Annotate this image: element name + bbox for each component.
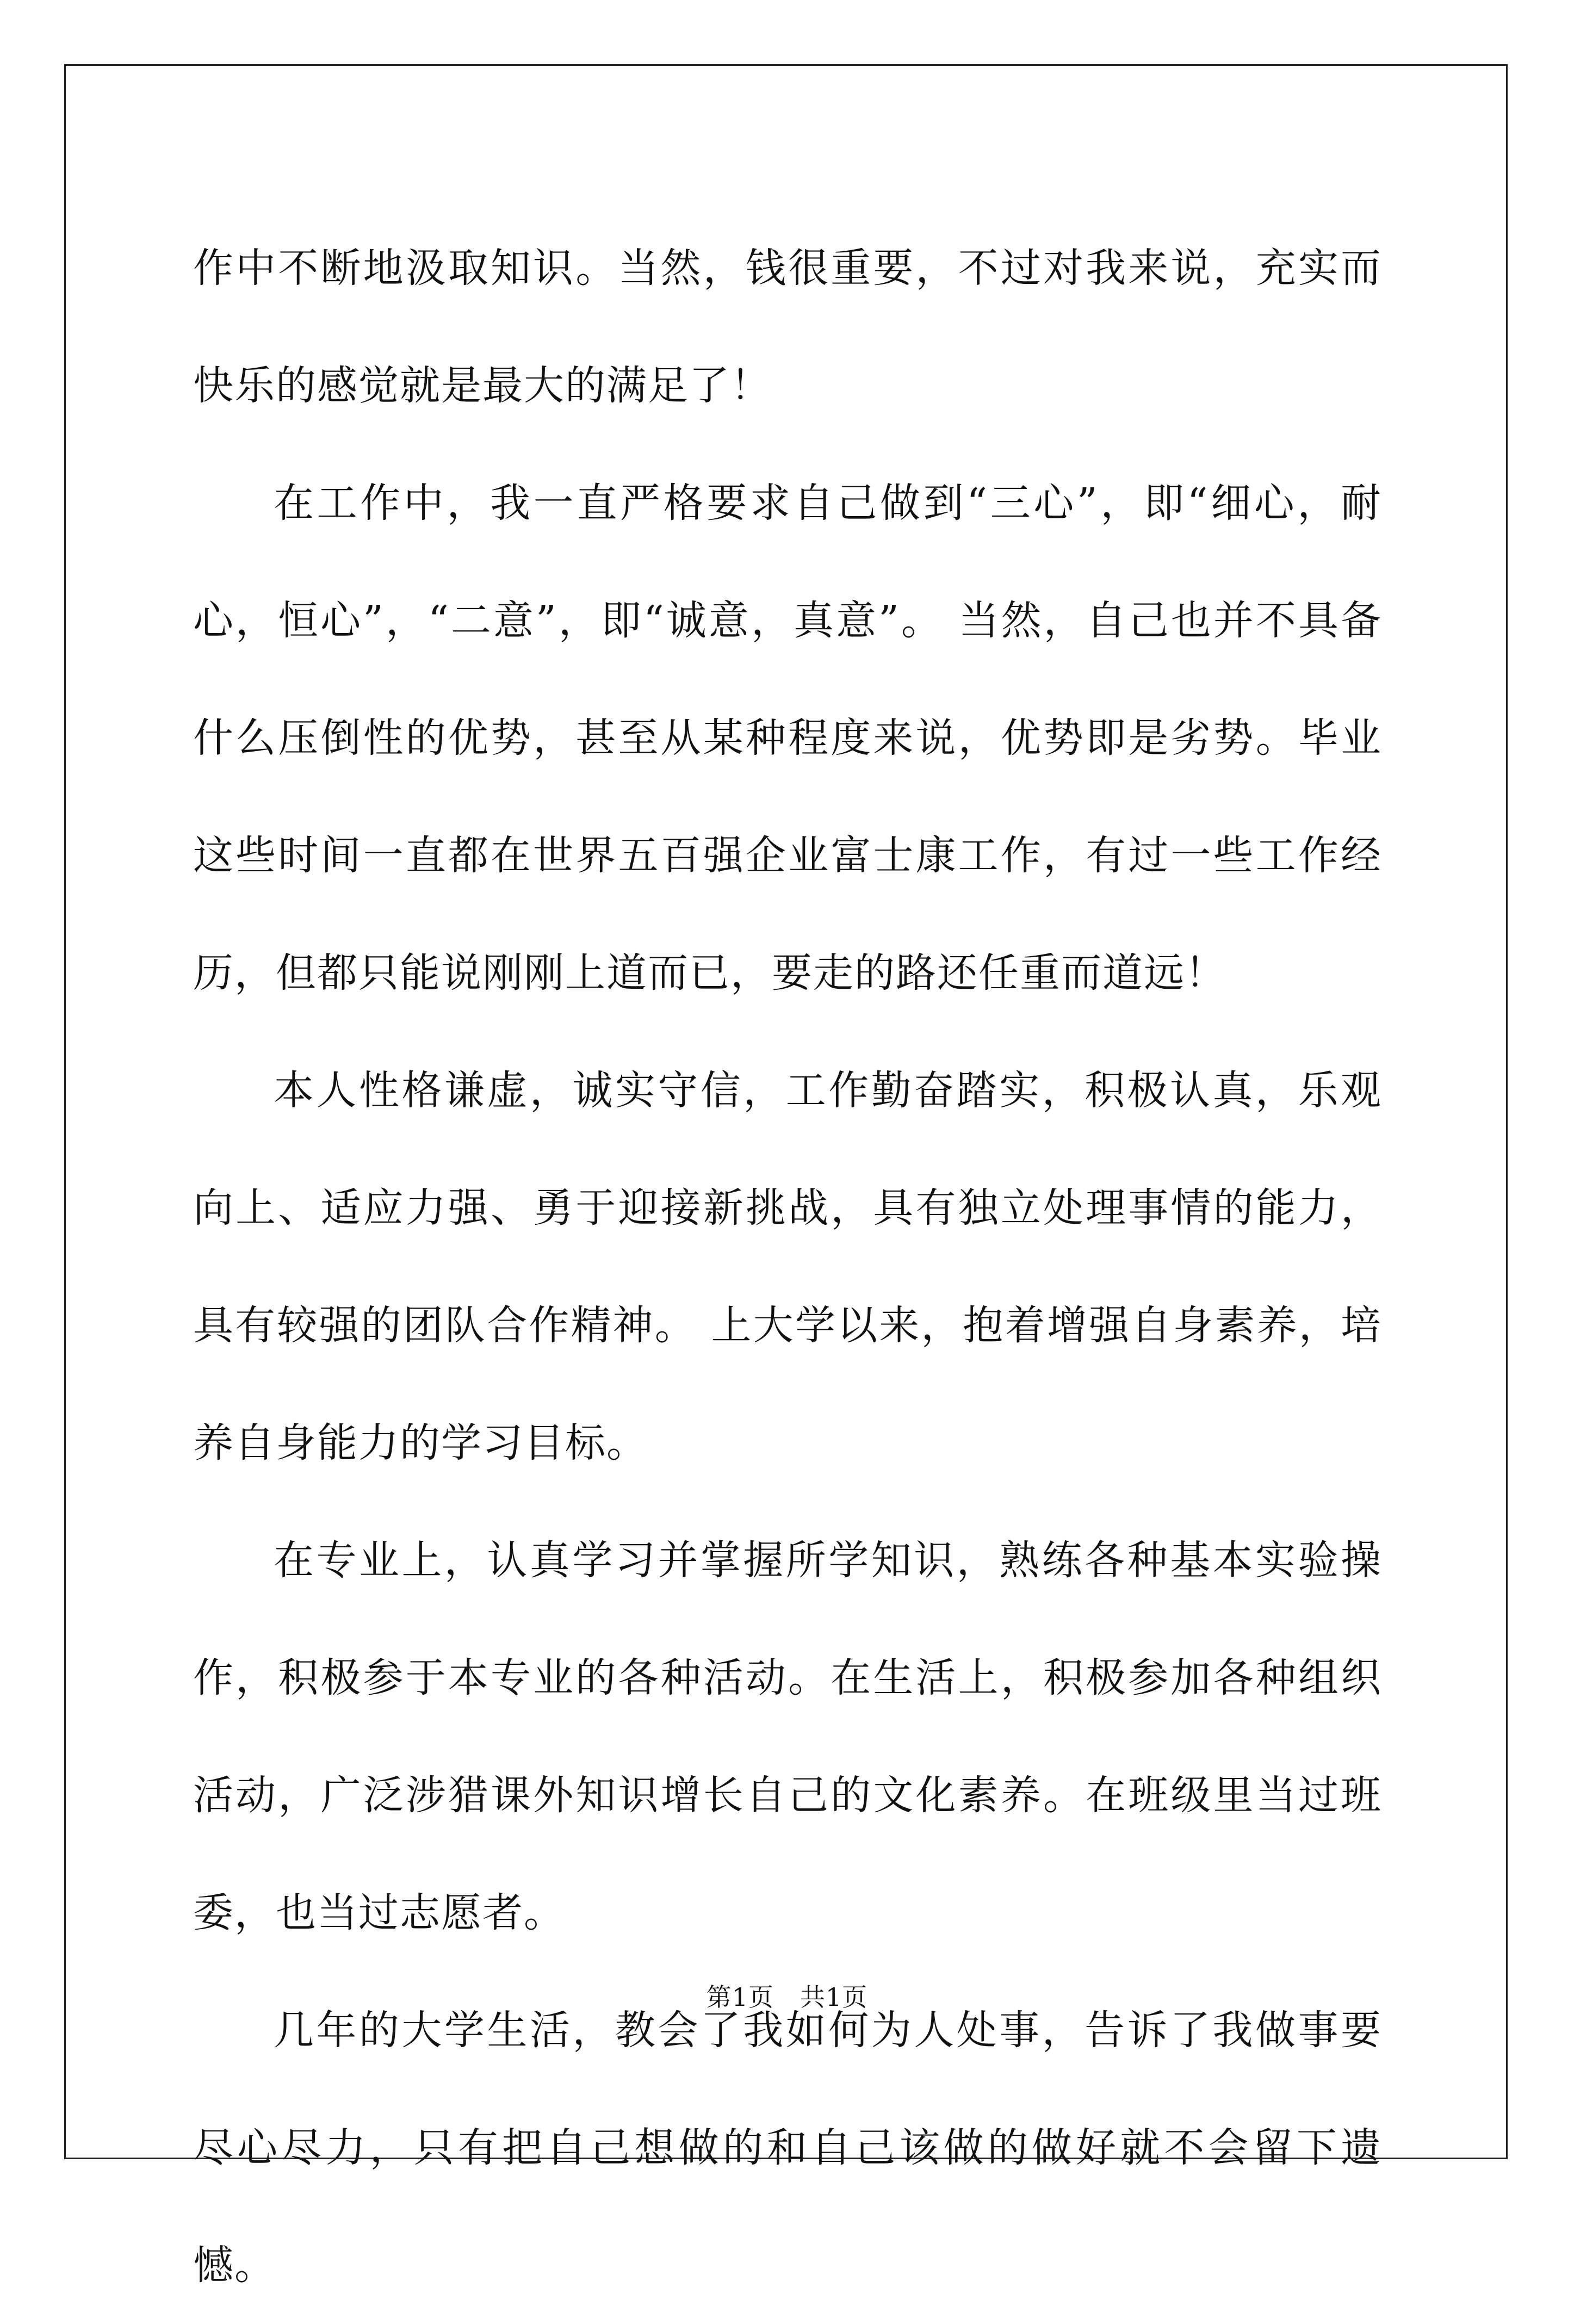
page-footer	[0, 1981, 1574, 2013]
paragraph-3: 本人性格谦虚，诚实守信，工作勤奋踏实，积极认真，乐观向上、适应力强、勇于迎接新挑战，具有独立处理事情的能力，具有较强的团队合作精神。 上大学以来，抱着增强自身素养，培养自身能力的学习目标。	[193, 1067, 1382, 1466]
page-number: 第1页	[706, 1982, 774, 2012]
paragraph-5: 几年的大学生活，教会了我如何为人处事，告诉了我做事要尽心尽力，只有把自己想做的和自己该做的做好就不会留下遗憾。	[193, 2007, 1382, 2289]
page-total: 共1页	[800, 1982, 868, 2012]
paragraph-2: 在工作中，我一直严格要求自己做到“三心”，即“细心，耐心，恒心”，“二意”，即“诚意，真意”。 当然，自己也并不具备什么压倒性的优势，甚至从某种程度来说，优势即是劣势。毕业这些时间一直都在世界五百强企业富士康工作，有过一些工作经历，但都只能说刚刚上道而已，要走的路还任重而道远！	[193, 480, 1382, 996]
paragraph-1: 作中不断地汲取知识。当然，钱很重要，不过对我来说，充实而快乐的感觉就是最大的满足了！	[193, 245, 1382, 409]
paragraph-4: 在专业上，认真学习并掌握所学知识，熟练各种基本实验操作，积极参于本专业的各种活动。在生活上，积极参加各种组织活动，广泛涉猎课外知识增长自己的文化素养。在班级里当过班委，也当过志愿者。	[193, 1537, 1382, 1936]
